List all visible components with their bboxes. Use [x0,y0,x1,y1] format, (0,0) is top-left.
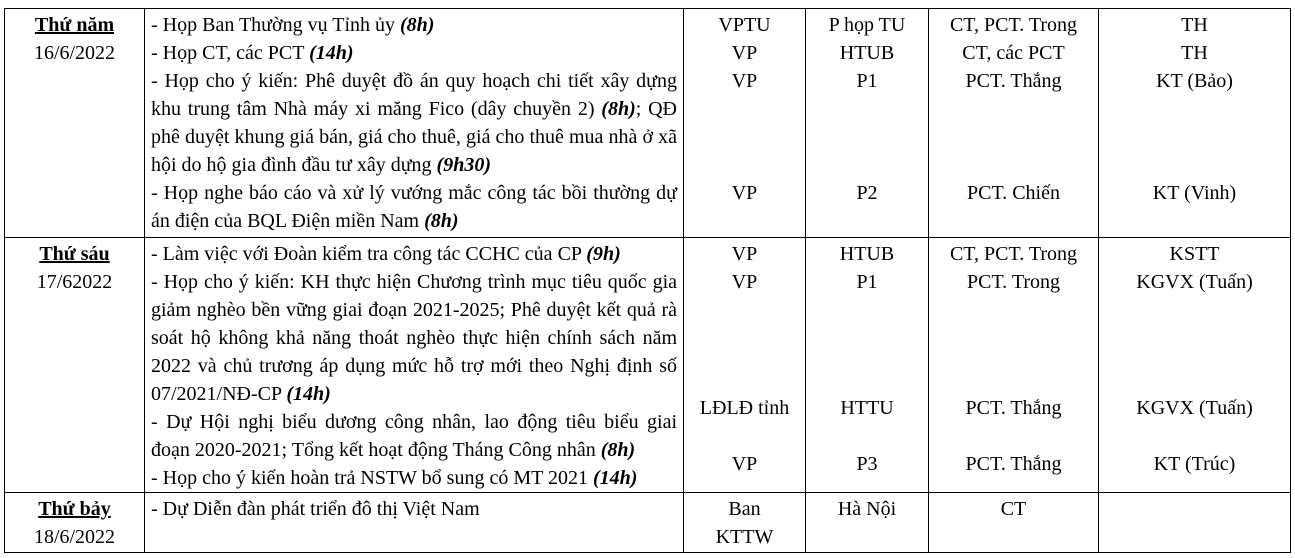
day-name: Thứ sáu [39,243,110,265]
agenda-time: (14h) [309,42,354,64]
place-value: Hà Nội [837,498,897,520]
agenda-time: (9h30) [436,154,491,176]
host-cell [684,238,806,493]
prep-cell [1099,238,1291,493]
chair-value: PCT. Thắng [965,453,1062,475]
place-value: HTTU [840,397,894,419]
day-cell [5,9,145,238]
agenda-text: ; QĐ phê duyệt khung giá bán, giá cho thuê, giá cho thuê mua nhà ở xã hội do hộ gia đình đầu tư xây dựng [151,98,677,176]
place-cell [806,9,929,238]
agenda-text: - Họp nghe báo cáo và xử lý vướng mắc công tác bồi thường dự án điện của BQL Điện miền Nam [151,182,677,232]
place-value: P họp TU [828,14,906,36]
agenda-cell [145,9,684,238]
agenda-time: (14h) [592,467,638,489]
day-date: 16/6/2022 [33,42,116,64]
prep-cell [1099,493,1291,553]
prep-value: TH [1181,42,1208,64]
host-value: VP [731,42,758,64]
chair-cell [929,493,1099,553]
prep-value: KGVX (Tuấn) [1136,271,1253,293]
prep-value: KT (Bảo) [1156,70,1233,92]
prep-value: KT (Vinh) [1152,182,1237,204]
agenda-text: - Họp cho ý kiến: Phê duyệt đồ án quy hoạch chi tiết xây dựng khu trung tâm Nhà máy xi măng Fico (dây chuyền 2) [151,70,677,120]
agenda-item [145,268,683,408]
host-cell [684,9,806,238]
agenda-item [145,11,683,39]
day-name: Thứ năm [34,14,115,36]
agenda-text: - Họp cho ý kiến hoàn trả NSTW bổ sung có MT 2021 [151,467,593,489]
agenda-item [145,67,683,179]
place-cell [806,493,929,553]
agenda-time: (8h) [601,98,636,120]
place-value: P3 [856,453,878,475]
host-value: VP [731,453,758,475]
chair-value: CT, PCT. Trong [949,14,1078,36]
place-value: P2 [856,182,878,204]
host-value: KTTW [715,526,774,548]
prep-value: KGVX (Tuấn) [1136,397,1253,419]
host-value: Ban [728,498,761,520]
place-value: P1 [856,271,878,293]
agenda-text: - Dự Diễn đàn phát triển đô thị Việt Nam [151,498,480,520]
prep-value: KSTT [1169,243,1220,265]
agenda-item [145,408,683,464]
schedule-table [4,8,1291,553]
host-value: VP [731,70,758,92]
day-date: 17/62022 [36,271,113,293]
host-value: VP [731,271,758,293]
chair-value: CT [1000,498,1027,520]
day-row-saturday [5,493,1291,553]
day-name: Thứ bảy [38,498,111,520]
agenda-cell [145,238,684,493]
agenda-item [145,464,683,492]
prep-cell [1099,9,1291,238]
agenda-time: (14h) [286,383,331,405]
place-value: HTUB [839,42,895,64]
agenda-text: - Họp Ban Thường vụ Tỉnh ủy [151,14,401,36]
day-row-thursday [5,9,1291,238]
chair-value: PCT. Trong [966,271,1060,293]
chair-value: PCT. Thắng [965,397,1062,419]
chair-value: PCT. Chiến [967,182,1060,204]
agenda-time: (8h) [600,439,636,461]
chair-value: CT, các PCT [962,42,1065,64]
host-value: VP [731,182,758,204]
host-value: LĐLĐ tỉnh [699,397,790,419]
agenda-text: - Làm việc với Đoàn kiểm tra công tác CCHC của CP [151,243,587,265]
chair-value: CT, PCT. Trong [949,243,1078,265]
host-value: VPTU [718,14,771,36]
chair-cell [929,238,1099,493]
chair-value: PCT. Thắng [965,70,1062,92]
agenda-time: (8h) [400,14,435,36]
agenda-text: - Họp CT, các PCT [151,42,310,64]
agenda-text: - Họp cho ý kiến: KH thực hiện Chương trình mục tiêu quốc gia giảm nghèo bền vững giai đoạn 2021-2025; Phê duyệt kết quả rà soát hộ không khả năng thoát nghèo thực hiện chính sách năm 2022 và chủ trương áp dụng mức hỗ trợ mới theo Nghị định số 07/2021/NĐ-CP [151,271,677,405]
agenda-time: (8h) [424,210,459,232]
chair-cell [929,9,1099,238]
place-cell [806,238,929,493]
agenda-time: (9h) [586,243,621,265]
agenda-item [145,495,683,523]
day-row-friday [5,238,1291,493]
host-value: VP [731,243,758,265]
host-cell [684,493,806,553]
prep-value: KT (Trúc) [1153,453,1236,475]
day-cell [5,238,145,493]
agenda-cell [145,493,684,553]
agenda-item [145,240,683,268]
place-value: HTUB [839,243,895,265]
prep-value: TH [1181,14,1208,36]
place-value: P1 [856,70,878,92]
agenda-item [145,179,683,235]
agenda-item [145,39,683,67]
agenda-text: - Dự Hội nghị biểu dương công nhân, lao động tiêu biểu giai đoạn 2020-2021; Tổng kết hoạt động Tháng Công nhân [151,411,677,461]
day-cell [5,493,145,553]
day-date: 18/6/2022 [33,526,116,548]
